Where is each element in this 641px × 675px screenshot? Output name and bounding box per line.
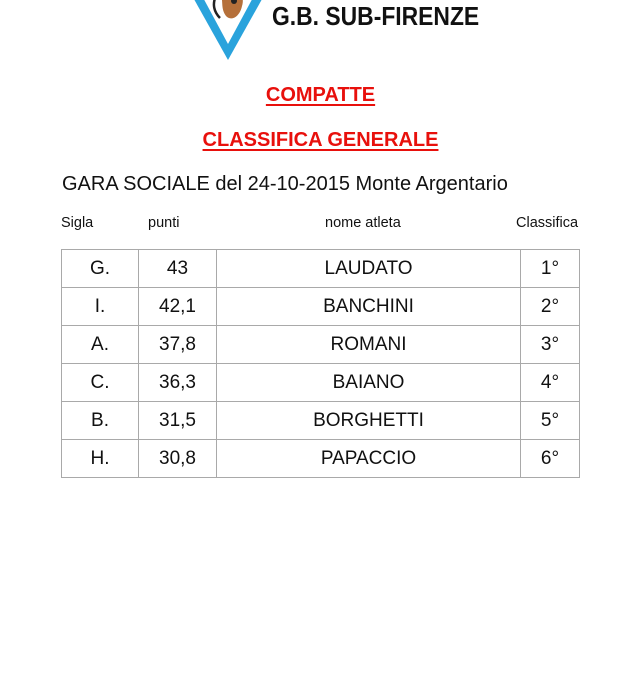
diver-shield-icon	[190, 0, 270, 60]
cell-classifica: 6°	[521, 440, 580, 478]
cell-nome-atleta: LAUDATO	[217, 250, 521, 288]
cell-classifica: 5°	[521, 402, 580, 440]
event-title: GARA SOCIALE del 24-10-2015 Monte Argentario	[62, 173, 508, 195]
cell-sigla: I.	[62, 288, 139, 326]
cell-classifica: 1°	[521, 250, 580, 288]
club-name: G.B. SUB-FIRENZE	[272, 1, 480, 31]
cell-nome-atleta: BANCHINI	[217, 288, 521, 326]
club-logo	[190, 0, 490, 62]
column-header-classifica: Classifica	[516, 215, 579, 231]
cell-nome-atleta: BAIANO	[217, 364, 521, 402]
cell-classifica: 2°	[521, 288, 580, 326]
ranking-table	[61, 249, 580, 478]
cell-sigla: A.	[62, 326, 139, 364]
table-row	[62, 288, 580, 326]
table-row	[62, 440, 580, 478]
table-row	[62, 250, 580, 288]
category-heading: COMPATTE	[265, 84, 376, 106]
cell-sigla: G.	[62, 250, 139, 288]
cell-classifica: 4°	[521, 364, 580, 402]
ranking-heading: CLASSIFICA GENERALE	[202, 129, 439, 151]
table-row	[62, 402, 580, 440]
cell-nome-atleta: BORGHETTI	[217, 402, 521, 440]
cell-sigla: C.	[62, 364, 139, 402]
cell-nome-atleta: ROMANI	[217, 326, 521, 364]
column-header-punti: punti	[148, 215, 180, 231]
cell-punti: 30,8	[139, 440, 217, 478]
cell-punti: 37,8	[139, 326, 217, 364]
cell-nome-atleta: PAPACCIO	[217, 440, 521, 478]
cell-sigla: H.	[62, 440, 139, 478]
table-row	[62, 364, 580, 402]
cell-punti: 43	[139, 250, 217, 288]
table-row	[62, 326, 580, 364]
cell-punti: 31,5	[139, 402, 217, 440]
cell-classifica: 3°	[521, 326, 580, 364]
cell-punti: 42,1	[139, 288, 217, 326]
cell-punti: 36,3	[139, 364, 217, 402]
cell-sigla: B.	[62, 402, 139, 440]
column-header-nome-atleta: nome atleta	[325, 215, 401, 231]
column-header-sigla: Sigla	[61, 215, 94, 231]
